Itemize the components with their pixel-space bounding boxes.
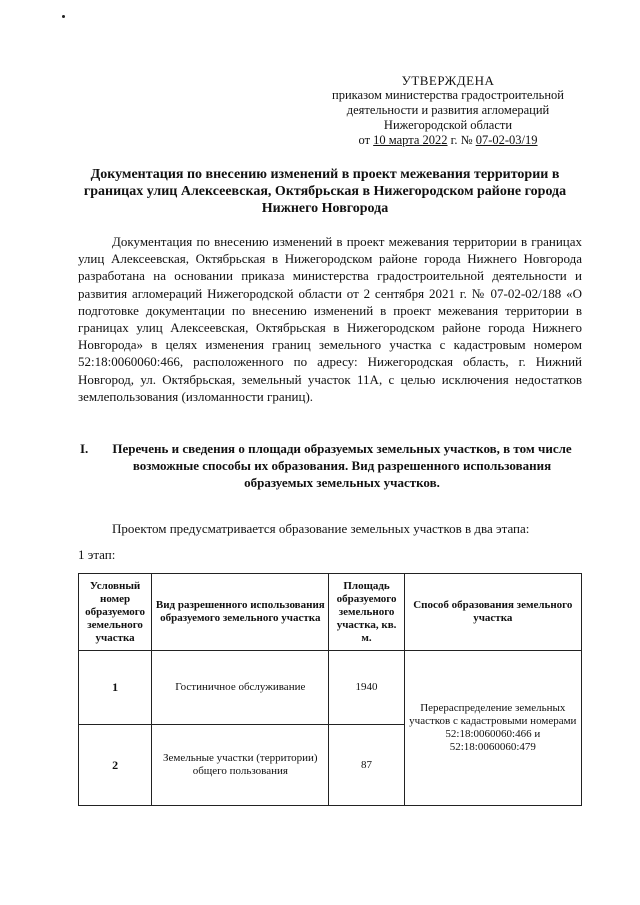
section-heading	[78, 440, 582, 491]
approval-number: 07-02-03/19	[475, 133, 538, 147]
plots-table	[78, 573, 582, 806]
cell-formation-method: Перераспределение земельных участков с кадастровыми номерами 52:18:0060060:466 и 52:18:0060060:479	[404, 651, 581, 806]
approval-date-line	[318, 133, 578, 148]
header-formation-method: Способ образования земельного участка	[404, 574, 581, 651]
cell-permitted-use: Гостиничное обслуживание	[152, 651, 329, 725]
document-title: Документация по внесению изменений в проект межевания территории в границах улиц Алексеевская, Октябрьская в Нижегородском районе города Нижнего Новгорода	[83, 167, 567, 216]
approval-stamp	[318, 73, 578, 148]
approval-year-suffix: г. №	[450, 133, 473, 147]
cell-plot-number: 2	[79, 725, 152, 806]
table-row	[79, 651, 582, 725]
scan-dot	[62, 15, 65, 18]
section-title: Перечень и сведения о площади образуемых земельных участков, в том числе возможные способы их образования. Вид разрешенного использования образуемых земельных участков.	[112, 441, 572, 490]
cell-area: 87	[329, 725, 404, 806]
cell-area: 1940	[329, 651, 404, 725]
section-number: I.	[80, 441, 89, 456]
header-permitted-use: Вид разрешенного использования образуемого земельного участка	[152, 574, 329, 651]
header-area: Площадь образуемого земельного участка, кв. м.	[329, 574, 404, 651]
approval-line-3: Нижегородской области	[383, 118, 513, 132]
approval-heading: УТВЕРЖДЕНА	[401, 73, 495, 88]
approval-line-2: деятельности и развития агломераций	[346, 103, 550, 117]
approval-line-1: приказом министерства градостроительной	[332, 88, 564, 102]
intro-paragraph: Документация по внесению изменений в проект межевания территории в границах улиц Алексеевская, Октябрьская в Нижегородском районе города Нижнего Новгорода разработана на основании приказа министерства градостроительной деятельности и развития агломераций Нижегородской области от 2 сентября 2021 г. № 07-02-02/188 «О подготовке документации по внесению изменений в проект межевания территории в границах улиц Алексеевская, Октябрьская в Нижегородском районе города Нижнего Новгорода» в целях изменения границ земельного участка с кадастровым номером 52:18:0060060:466, расположенного по адресу: Нижегородская область, г. Нижний Новгород, ул. Октябрьская, земельный участок 11А, с целью исключения недостатков землепользования (изломанности границ).	[78, 234, 582, 404]
header-plot-number: Условный номер образуемого земельного участка	[79, 574, 152, 651]
table-header-row	[79, 574, 582, 651]
approval-date: 10 марта 2022	[373, 133, 448, 147]
cell-permitted-use: Земельные участки (территории) общего пользования	[152, 725, 329, 806]
stages-intro: Проектом предусматривается образование земельных участков в два этапа:	[112, 521, 530, 536]
cell-plot-number: 1	[79, 651, 152, 725]
approval-prefix: от	[358, 133, 371, 147]
stage-label: 1 этап:	[78, 547, 116, 562]
